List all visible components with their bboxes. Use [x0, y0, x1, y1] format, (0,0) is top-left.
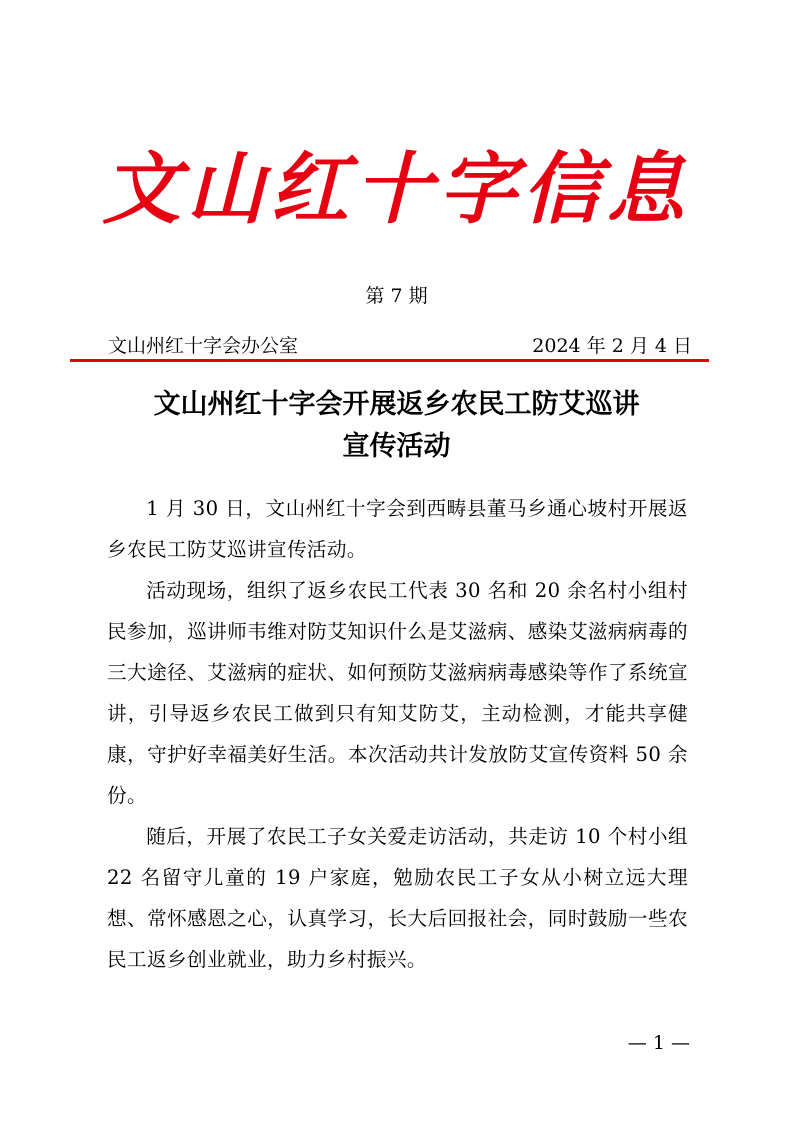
masthead-title: 文山红十字信息 — [102, 144, 691, 235]
paragraph-1: 1 月 30 日，文山州红十字会到西畴县董马乡通心坡村开展返乡农民工防艾巡讲宣传活动。 — [107, 497, 688, 561]
article-title-line-2: 宣传活动 — [342, 431, 451, 462]
article-title-line-1: 文山州红十字会开展返乡农民工防艾巡讲 — [153, 389, 640, 420]
article-body — [107, 488, 688, 980]
publish-date: 2024 年 2 月 4 日 — [532, 335, 692, 357]
paragraph-3: 随后，开展了农民工子女关爱走访活动，共走访 10 个村小组 22 名留守儿童的 19 户家庭，勉励农民工子女从小树立远大理想、常怀感恩之心，认真学习，长大后回报社会，同时鼓励一些农民工返乡创业就业，助力乡村振兴。 — [107, 825, 688, 971]
publisher-name: 文山州红十字会办公室 — [108, 335, 299, 357]
page-number: — 1 — — [627, 1032, 690, 1054]
meta-row — [108, 333, 692, 359]
paragraph-2: 活动现场，组织了返乡农民工代表 30 名和 20 余名村小组村民参加，巡讲师韦维对防艾知识什么是艾滋病、感染艾滋病病毒的三大途径、艾滋病的症状、如何预防艾滋病病毒感染等作了系统宣讲，引导返乡农民工做到只有知艾防艾，主动检测，才能共享健康，守护好幸福美好生活。本次活动共计发放防艾宣传资料 50 余份。 — [107, 579, 688, 807]
red-divider-line — [70, 359, 709, 362]
article-title — [90, 384, 703, 468]
issue-number: 第 7 期 — [365, 285, 428, 307]
